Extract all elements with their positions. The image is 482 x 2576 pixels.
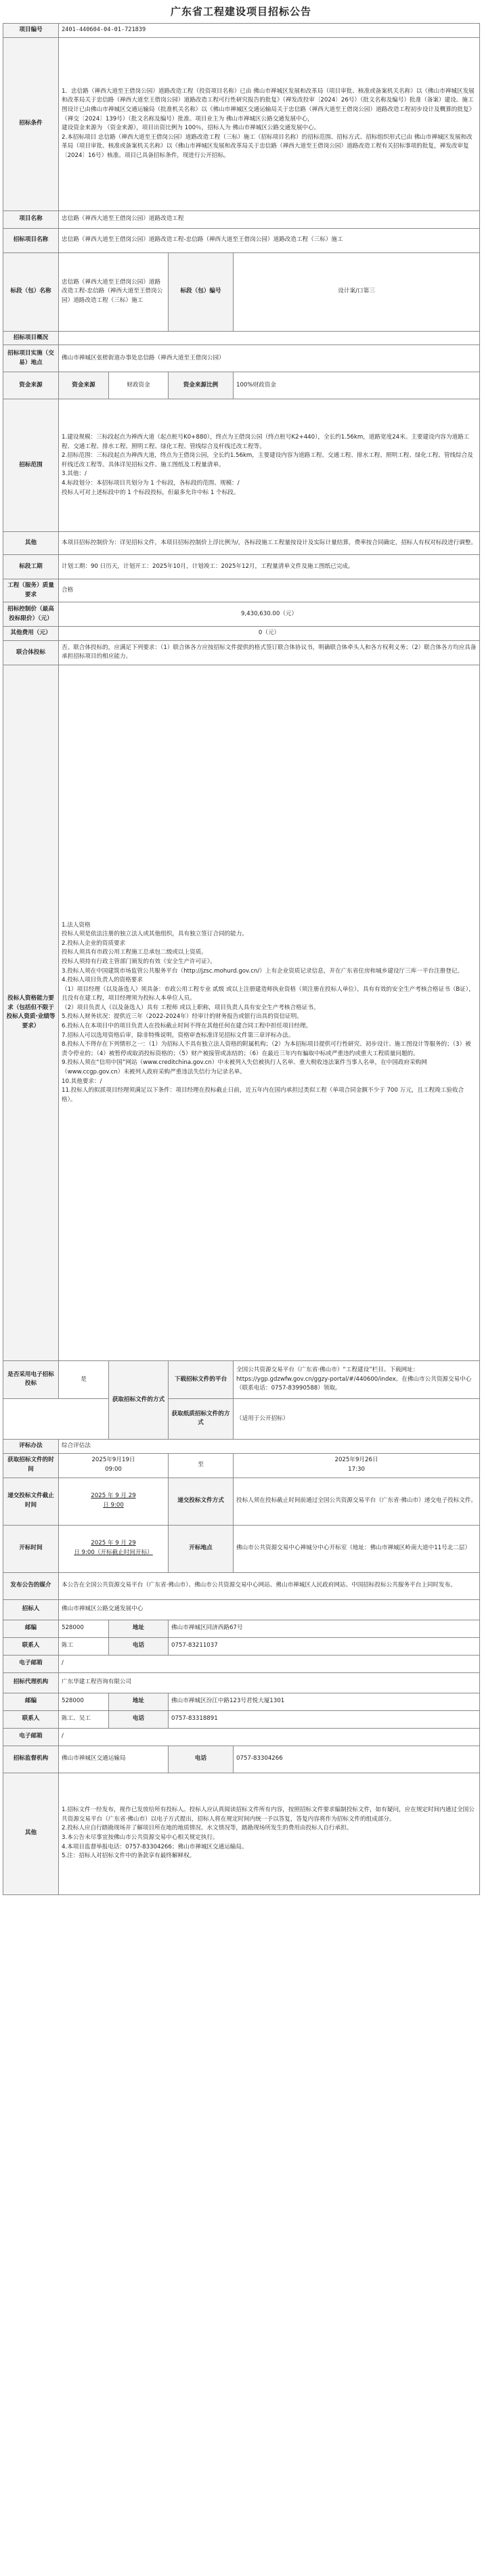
register-label: 是否采用电子招标投标 <box>3 1360 59 1398</box>
funding-ratio-value: 100%财政资金 <box>234 372 480 399</box>
deadline-label: 递交投标文件截止时间 <box>3 1478 59 1525</box>
qualification-line: （1）项目经理（以及备选人）须具备：市政公用工程专业 贰级 或以上注册建造师执业资格（须注册在投标人单位），具有有效的安全生产考核合格证书（B证），且没有在建工程，项目经理须为投标人本单位人员。 <box>62 985 475 1002</box>
agent-phone: 0757-83318891 <box>169 1710 480 1728</box>
supervisor-phone-label: 电话 <box>169 1746 234 1773</box>
deadline-value <box>59 1478 169 1525</box>
tenderer-label: 招标人 <box>3 1599 59 1620</box>
scope-value <box>59 399 480 532</box>
open-date: 2025 年 9 月 29 <box>91 1540 136 1547</box>
agent-postal: 528000 <box>59 1693 109 1710</box>
deadline-time: 日 9:00 <box>103 1502 124 1509</box>
tenderer-postal: 528000 <box>59 1620 109 1637</box>
funding-source-value: 财政资金 <box>109 372 169 399</box>
qualification-line: 5.投标人财务状况：提供近三年（2022-2024年）经审计的财务报告或银行出具的资信证明。 <box>62 1013 303 1021</box>
duration-value: 计划工期：90 日历天，计划开工：2025年10月，计划竣工：2025年12月，工程量清单文件及施工图纸已完成。 <box>59 555 480 579</box>
tenderer-contact: 陈工 <box>59 1637 109 1655</box>
agent-label: 招标代理机构 <box>3 1672 59 1693</box>
qualification-line: 9.投标人须在“信用中国”网站（www.creditchina.gov.cn）中未被列入失信被执行人名单、重大税收违法案件当事人名单，在中国政府采购网（www.ccgp.gov.cn）未被列入政府采购严重违法失信行为记录名单。 <box>62 1059 427 1076</box>
doc-time-start-date: 2025年9月19日 <box>91 1457 135 1464</box>
qualification-line: 11.投标人的拟派项目经理须满足以下条件：项目经理在投标截止日前，近五年内在国内承担过类似工程（单项合同金额不少于 700 万元，且工程竣工验收合格）。 <box>62 1087 464 1103</box>
funding-ratio-label: 资金来源比例 <box>169 372 234 399</box>
doc-time-end-time: 17:30 <box>348 1466 365 1473</box>
deadline-place-value: 投标人须在投标截止时间前通过全国公共资源交易平台（广东省·佛山市）递交电子投标文件。 <box>234 1478 480 1525</box>
register-blank <box>3 1398 109 1439</box>
doc-method-label: 获取招标文件的方式 <box>109 1360 169 1439</box>
supervisor-phone: 0757-83304266 <box>234 1746 480 1773</box>
notes-value <box>59 1773 480 1894</box>
agent-phone-label: 电话 <box>109 1710 169 1728</box>
quality-value: 合格 <box>59 579 480 602</box>
project-code-value: 2401-440604-04-01-721839 <box>59 24 480 38</box>
agent-address: 佛山市禅城区汾江中路123号君悦大厦1301 <box>169 1693 480 1710</box>
section-name: 忠信路（禅西大道至王借岗公园）道路改造工程-忠信路（禅西大道至王借岗公园）道路改造工程（三标）施工 <box>59 252 169 331</box>
section-code-label: 标段（包）编号 <box>169 252 234 331</box>
qualification-line: 投标人须持有行政主管部门颁发的有效《安全生产许可证》。 <box>62 958 216 965</box>
qualification-label: 投标人资格能力要求（包括但不限于投标人资质·业绩等要求） <box>3 665 59 1360</box>
scope-line: 3.其他：/ <box>62 470 87 478</box>
tenderer-address-label: 地址 <box>109 1620 169 1637</box>
tenderer-name: 佛山市禅城区公路交通发展中心 <box>59 1599 480 1620</box>
overview-label: 招标项目概况 <box>3 331 59 345</box>
open-time: 日 9:00（开标截止时间开标） <box>74 1549 153 1557</box>
implementation-value: 佛山市禅城区张槎街道办事处忠信路（禅西大道至王借岗公园） <box>59 345 480 372</box>
other-amount-label: 其他费用（元） <box>3 627 59 641</box>
qualification-line: 4.投标人项目负责人的资格要求 <box>62 977 143 984</box>
quality-label: 工程（服务）质量要求 <box>3 579 59 602</box>
open-value <box>59 1525 169 1572</box>
other-amount-value: 0（元） <box>59 627 480 641</box>
bid-project-name-label: 招标项目名称 <box>3 228 59 252</box>
agent-contact: 陈工、吴工 <box>59 1710 109 1728</box>
conditions-line: 1．忠信路（禅西大道至王借岗公园）道路改造工程（投资项目名称）已由 佛山市禅城区发展和改革局（项目审批、核准或备案机关名称）以《佛山市禅城区发展和改革局关于忠信路（禅西大道至王借岗公园）道路改造工程可行性研究报告的批复》（禅发改投审〔2024〕26号）（批文名称及编号）批准（备案）建设。施工图设计已由佛山市禅城区交通运输局（批准机关名称）以《佛山市禅城区交通运输局关于忠信路（禅西大道至王借岗公园）道路改造工程初步设计及概算的批复》（禅交〔2024〕139号）（批文名称及编号）批准。项目业主为 佛山市禅城区公路交通发展中心， <box>62 87 475 123</box>
doc-time-label: 获取招标文件的时间 <box>3 1453 59 1478</box>
open-place-label: 开标地点 <box>169 1525 234 1572</box>
agent-email: / <box>59 1728 480 1746</box>
register-value: 是 <box>59 1360 109 1398</box>
doc-time-start <box>59 1453 169 1478</box>
tenderer-email: / <box>59 1655 480 1672</box>
notes-line: 4.本项目监督举报电话：0757-83304266；佛山市禅城区交通运输局。 <box>62 1843 248 1850</box>
doc-time-to: 至 <box>169 1453 234 1478</box>
announcement-page <box>3 0 479 1895</box>
bid-project-name-value: 忠信路（禅西大道至王借岗公园）道路改造工程-忠信路（禅西大道至王借岗公园）道路改造工程（三标）施工 <box>59 228 480 252</box>
duration-label: 标段工期 <box>3 555 59 579</box>
joint-value: 否。联合体投标的，应满足下列要求：（1）联合体各方应按招标文件提供的格式签订联合体协议书，明确联合体牵头人和各方权利义务；（2）联合体各方均应具备承担招标项目的相应能力。 <box>59 640 480 665</box>
conditions-line: 2.本招标项目 忠信路（禅西大道至王借岗公园）道路改造工程（三标）施工（招标项目名称）的招标范围、招标方式、招标组织形式已由 佛山市禅城区发展和改革局（项目审批、核准或备案机关名称）以《佛山市禅城区发展和改革局关于忠信路（禅西大道至王借岗公园）道路改造工程有关招标事项的批复，禅发改审复〔2024〕16号）核准。项目已具备招标条件，现进行公开招标。 <box>62 133 473 159</box>
doc-other-value: （适用于公开招标） <box>234 1398 480 1439</box>
qualification-line: 投标人须是依法注册的独立法人或其他组织，具有独立签订合同的能力。 <box>62 931 248 938</box>
conditions-label: 招标条件 <box>3 37 59 210</box>
media-value: 本公告在全国公共资源交易平台（广东省·佛山市）、佛山市公共资源交易中心网站、佛山市禅城区人民政府网站、中国招标投标公共服务平台上同时发布。 <box>59 1572 480 1599</box>
agent-address-label: 地址 <box>109 1693 169 1710</box>
notes-line: 1.招标文件一经发布，视作已发放给所有投标人。投标人应认真阅读招标文件所有内容，按照招标文件要求编制投标文件，如有疑问，应在规定时间内通过全国公共资源交易平台（广东省·佛山市）以电子方式提出，招标人将在规定时间内统一予以答复，答复内容将作为招标文件的组成部分。 <box>62 1806 475 1823</box>
agent-name: 广东华建工程咨询有限公司 <box>59 1672 480 1693</box>
agent-postal-label: 邮编 <box>3 1693 59 1710</box>
conditions-value <box>59 37 480 210</box>
other-value: 本项目招标控制价为：详见招标文件，本项目招标控制价上浮比例为/，各标段施工工程量按设计及实际计量结算，费率按合同确定，招标人有权对标段进行调整。 <box>59 532 480 555</box>
qualification-line: 1.法人资格 <box>62 921 91 929</box>
deadline-date: 2025 年 9 月 29 <box>91 1492 136 1500</box>
open-label: 开标时间 <box>3 1525 59 1572</box>
budget-value: 9,430,630.00（元） <box>59 602 480 627</box>
scope-line: 投标人可对上述标段中的 1 个标段投标，但最多允许中标 1 个标段。 <box>62 489 240 496</box>
agent-contact-label: 联系人 <box>3 1710 59 1728</box>
notes-line: 2.投标人应自行踏勘现场并了解项目所在地的地质情况、水文情况等，踏勘现场所发生的费用由投标人自行承担。 <box>62 1825 353 1832</box>
qualification-line: 投标人须具有市政公用工程施工总承包二级或以上资质。 <box>62 949 207 956</box>
implementation-label: 招标项目实施（交易）地点 <box>3 345 59 372</box>
section-code-value: 设计案/口第三 <box>234 252 480 331</box>
announcement-table <box>3 23 480 1895</box>
funding-source-label: 资金来源 <box>59 372 109 399</box>
project-name-label: 项目名称 <box>3 210 59 228</box>
open-place-value: 佛山市公共资源交易中心禅城分中心开标室（地址：佛山市禅城区岭南大道中11号北二层） <box>234 1525 480 1572</box>
doc-platform-value[interactable]: 全国公共资源交易平台（广东省·佛山市）“工程建设”栏目。下载网址：https://ygp.gdzwfw.gov.cn/ggzy-portal/#/440600/index。在佛山市公共资源交易中心（联系电话：0757-83990588）领取。 <box>234 1360 480 1398</box>
overview-value <box>59 331 480 345</box>
qualification-line: 8.投标人不得存在下列情形之一：（1）为招标人不具有独立法人资格的附属机构；（2）为本招标项目提供可行性研究、初步设计、施工图设计等服务的；（3）被责令停业的；（4）被暂停或取消投标资格的；（5）财产被接管或冻结的；（6）在最近三年内有骗取中标或严重违约或重大工程质量问题的。 <box>62 1041 471 1057</box>
qualification-line: 6.投标人在本项目中的项目负责人在投标截止时间不得在其他任何在建合同工程中担任项目经理。 <box>62 1023 312 1030</box>
qualification-line: （2）项目负责人（以及备选人）具有 工程师 或以上职称，项目负责人具有安全生产考核合格证书。 <box>62 1004 320 1011</box>
joint-label: 联合体投标 <box>3 640 59 665</box>
agent-email-label: 电子邮箱 <box>3 1728 59 1746</box>
project-code-label: 项目编号 <box>3 24 59 38</box>
scope-line: 1.建设规模：三标段起点为禅西大道（起点桩号K0+880），终点为王借岗公园（终点桩号K2+440），全长约1.56km，道路宽度24米。主要建设内容为道路工程、交通工程、排水工程、照明工程、绿化工程、管线综合及杆线迁改工程等。 <box>62 434 470 450</box>
funding-label: 资金来源 <box>3 372 59 399</box>
notes-label: 其他 <box>3 1773 59 1894</box>
tenderer-phone: 0757-83211037 <box>169 1637 480 1655</box>
doc-time-end <box>234 1453 480 1478</box>
deadline-place-label: 递交投标文件方式 <box>169 1478 234 1525</box>
other-label: 其他 <box>3 532 59 555</box>
tenderer-address: 佛山市禅城区同济西路67号 <box>169 1620 480 1637</box>
tenderer-postal-label: 邮编 <box>3 1620 59 1637</box>
scope-line: 2.招标范围：三标段起点为禅西大道，终点为王借岗公园，全长约1.56km，主要建设内容为道路工程、交通工程、排水工程、照明工程、绿化工程、管线综合及杆线迁改工程等。具体详见招标文件、施工图纸及工程量清单。 <box>62 452 473 468</box>
media-label: 发布公告的媒介 <box>3 1572 59 1599</box>
tenderer-contact-label: 联系人 <box>3 1637 59 1655</box>
section-label: 标段（包）名称 <box>3 252 59 331</box>
method-label: 评标办法 <box>3 1439 59 1453</box>
scope-line: 4.标段划分：本招标项目共划分为 1 个标段，各标段的范围、规模：/ <box>62 480 240 487</box>
scope-label: 招标范围 <box>3 399 59 532</box>
qualification-value <box>59 665 480 1360</box>
qualification-line: 3.投标人须在中国建筑市场监管公共服务平台（http://jzsc.mohurd.gov.cn/）上有企业资质记录信息，并在广东省住房和城乡建设厅三库一平台注册登记。 <box>62 967 464 975</box>
budget-label: 招标控制价（最高投标限价）（元） <box>3 602 59 627</box>
doc-platform-label: 下载招标文件的平台 <box>169 1360 234 1398</box>
page-title: 广东省工程建设项目招标公告 <box>170 5 311 18</box>
project-name-value: 忠信路（禅西大道至王借岗公园）道路改造工程 <box>59 210 480 228</box>
supervisor-name: 佛山市禅城区交通运输局 <box>59 1746 169 1773</box>
tenderer-email-label: 电子邮箱 <box>3 1655 59 1672</box>
method-value: 综合评估法 <box>59 1439 480 1453</box>
notes-line: 5.注：招标人对招标文件中的条款享有最终解释权。 <box>62 1852 196 1860</box>
doc-time-start-time: 09:00 <box>105 1466 122 1473</box>
supervisor-label: 招标监督机构 <box>3 1746 59 1773</box>
notes-line: 3.本公告未尽事宜按佛山市公共资源交易中心相关规定执行。 <box>62 1834 219 1842</box>
doc-time-end-date: 2025年9月26日 <box>334 1457 378 1464</box>
qualification-line: 10.其他要求：/ <box>62 1078 102 1085</box>
tenderer-phone-label: 电话 <box>109 1637 169 1655</box>
conditions-line: 建设资金来源为 （资金来源），项目出资比例为 100％，招标人为 佛山市禅城区公路交通发展中心。 <box>62 125 320 132</box>
qualification-line: 7.招标人可以选用资格后审，除非特殊说明，资格审查标准详见招标文件第三章评标办法。 <box>62 1031 294 1039</box>
doc-other-label: 获取纸质招标文件的方式 <box>169 1398 234 1439</box>
qualification-line: 2.投标人企业的资质要求 <box>62 939 126 947</box>
